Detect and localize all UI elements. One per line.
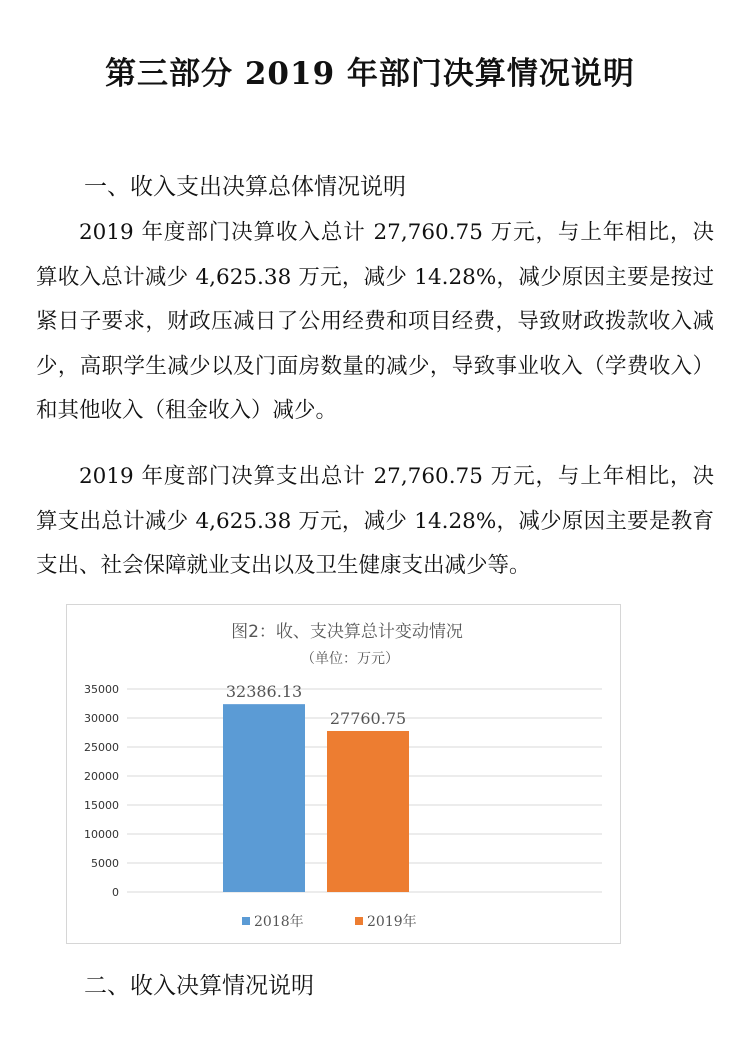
y-tick-label: 25000 (84, 741, 119, 754)
y-tick-label: 35000 (84, 683, 119, 696)
chart-title: 图2：收、支决算总计变动情况 (231, 622, 463, 642)
chart-y-axis (84, 683, 119, 899)
y-tick-label: 5000 (91, 857, 119, 870)
y-tick-label: 15000 (84, 799, 119, 812)
section-heading-overview: 一、收入支出决算总体情况说明 (84, 174, 406, 200)
legend-swatch (242, 917, 250, 925)
y-tick-label: 0 (112, 886, 119, 899)
data-label: 27760.75 (329, 708, 407, 728)
paragraph-expense-summary: 2019 年度部门决算支出总计 27,760.75 万元，与上年相比，决算支出总计减少 4,625.38 万元，减少 14.28%，减少原因主要是教育支出、社会保障就业支出以及卫生健康支出减少等。 (36, 464, 714, 578)
chart-subtitle: （单位：万元） (301, 651, 399, 667)
chart-legend (242, 913, 417, 930)
chart-income-expense-change (66, 604, 621, 944)
bar-2018年 (223, 704, 305, 892)
legend-label: 2019年 (367, 914, 417, 930)
page-title: 第三部分 2019 年部门决算情况说明 (105, 56, 635, 92)
y-tick-label: 20000 (84, 770, 119, 783)
chart-bars (223, 704, 409, 892)
legend-swatch (355, 917, 363, 925)
chart-canvas (67, 605, 620, 943)
paragraph-income-summary: 2019 年度部门决算收入总计 27,760.75 万元，与上年相比，决算收入总计减少 4,625.38 万元，减少 14.28%，减少原因主要是按过紧日子要求，财政压减日了公用经费和项目经费，导致财政拨款收入减少，高职学生减少以及门面房数量的减少，导致事业收入（学费收入）和其他收入（租金收入）减少。 (36, 220, 714, 423)
section-heading-income: 二、收入决算情况说明 (84, 973, 314, 999)
bar-2019年 (327, 731, 409, 892)
y-tick-label: 30000 (84, 712, 119, 725)
data-label: 32386.13 (225, 682, 303, 702)
y-tick-label: 10000 (84, 828, 119, 841)
legend-label: 2018年 (254, 914, 304, 930)
